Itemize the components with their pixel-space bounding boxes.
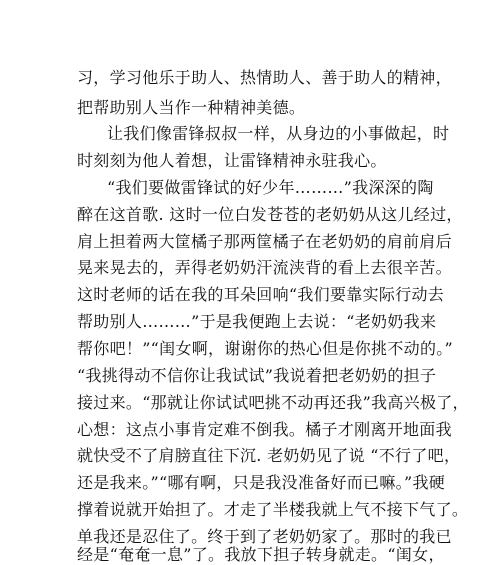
text-line: 心想：这点小事肯定难不倒我。橘子才刚离开地面我: [77, 420, 452, 439]
text-line: 撑着说就开始担了。才走了半楼我就上气不接下气了。: [77, 500, 469, 519]
text-line: 把帮助别人当作一种精神美德。: [77, 98, 306, 117]
text-line: 这时老师的话在我的耳朵回响“我们要靠实际行动去: [77, 285, 445, 304]
text-line: “我挑得动不信你让我试试”我说着把老奶奶的担子: [77, 366, 437, 385]
text-line: 还是我来。”“哪有啊，只是我没准备好而已嘛。”我硬: [77, 473, 446, 492]
text-line: 经是“奄奄一息”了。我放下担子转身就走。“闺女，: [77, 545, 445, 564]
text-line: 接过来。“那就让你试试吧挑不动再还我”我高兴极了，: [77, 393, 469, 412]
text-line: 就快受不了肩膀直往下沉. 老奶奶见了说 “不行了吧，: [77, 446, 461, 465]
text-line: 醉在这首歌. 这时一位白发苍苍的老奶奶从这儿经过，: [77, 205, 463, 224]
text-line: 晃来晃去的，弄得老奶奶汗流浃背的看上去很辛苦。: [77, 258, 452, 277]
text-line: 单我还是忍住了。终于到了老奶奶家了。那时的我已: [77, 527, 452, 546]
text-line: 帮助别人………”于是我便跑上去说：“老奶奶我来: [77, 312, 437, 331]
text-line: 时刻刻为他人着想，让雷锋精神永驻我心。: [77, 151, 387, 170]
text-line: 让我们像雷锋叔叔一样，从身边的小事做起，时: [107, 124, 450, 143]
text-line: 帮你吧！”“闺女啊，谢谢你的热心但是你挑不动的。”: [77, 339, 454, 358]
text-line: “我们要做雷锋试的好少年………”我深深的陶: [107, 178, 434, 197]
text-line: 习，学习他乐于助人、热情助人、善于助人的精神，: [77, 68, 452, 87]
text-line: 肩上担着两大筐橘子那两筐橘子在老奶奶的肩前肩后: [77, 232, 452, 251]
